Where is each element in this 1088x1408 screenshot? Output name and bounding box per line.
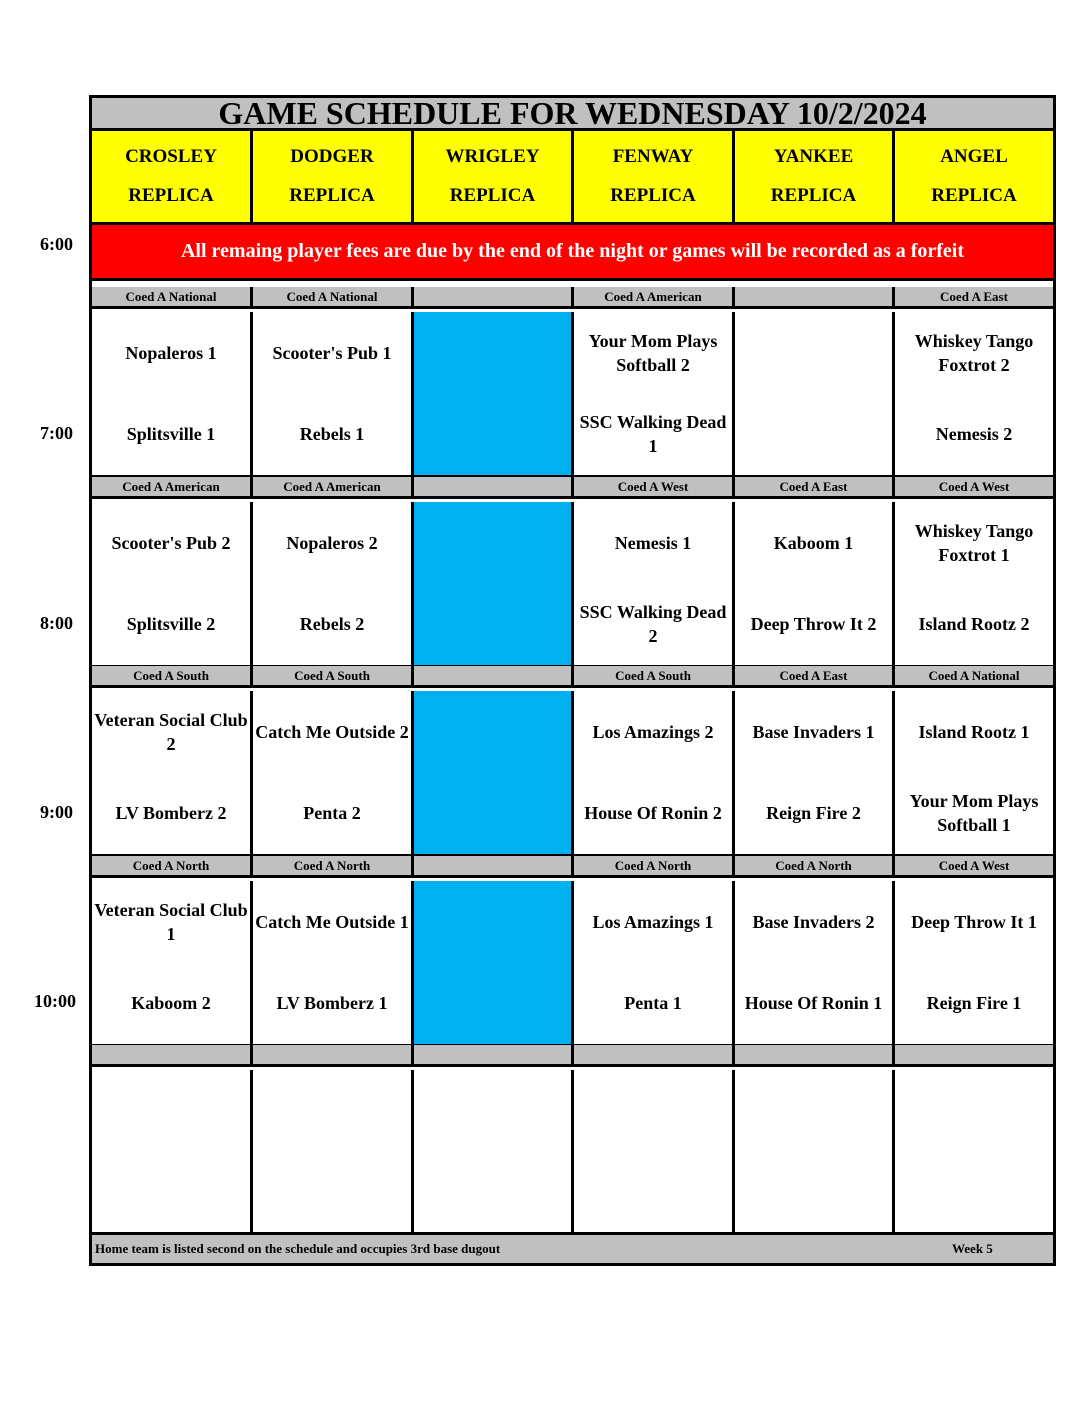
home-team-note: Home team is listed second on the schedule and occupies 3rd base dugout xyxy=(95,1241,501,1256)
away-team xyxy=(414,502,571,584)
time-label: 7:00 xyxy=(40,423,73,443)
division-row xyxy=(92,666,1053,688)
game-cell xyxy=(574,312,735,478)
field-name: DODGER xyxy=(290,145,374,167)
away-team xyxy=(414,691,571,773)
field-type: REPLICA xyxy=(770,185,857,207)
game-cell xyxy=(92,881,253,1047)
game-row xyxy=(92,881,1053,1047)
closed-field-cell xyxy=(414,881,574,1047)
division-label: Coed A National xyxy=(895,666,1053,688)
fee-notice: All remaing player fees are due by the end of the night or games will be recorded as a forfeit xyxy=(92,225,1053,281)
division-label: Coed A East xyxy=(735,666,895,688)
field-header-yankee xyxy=(735,131,895,225)
game-row xyxy=(92,1070,1053,1236)
game-row xyxy=(92,502,1053,668)
field-header-crosley xyxy=(92,131,253,225)
game-cell xyxy=(895,502,1053,668)
game-cell xyxy=(735,1070,895,1236)
away-team: Whiskey Tango Foxtrot 1 xyxy=(914,520,1034,565)
away-team xyxy=(414,1070,571,1152)
home-team: Your Mom Plays Softball 1 xyxy=(909,791,1039,836)
away-team: Nopaleros 2 xyxy=(286,532,378,553)
division-label: Coed A East xyxy=(895,287,1053,309)
time-label: 6:00 xyxy=(40,234,73,254)
away-team xyxy=(574,1070,732,1152)
game-cell xyxy=(895,881,1053,1047)
home-team: Rebels 2 xyxy=(299,614,365,635)
away-team: Catch Me Outside 2 xyxy=(255,721,409,742)
home-team: Nemesis 2 xyxy=(935,424,1013,445)
division-label: Coed A American xyxy=(92,477,253,499)
game-row xyxy=(92,312,1053,478)
away-team: Catch Me Outside 1 xyxy=(255,911,409,932)
home-team: LV Bomberz 1 xyxy=(276,993,388,1014)
division-label: Coed A West xyxy=(574,477,735,499)
time-label: 9:00 xyxy=(40,802,73,822)
division-label xyxy=(253,1045,414,1067)
field-type: REPLICA xyxy=(289,185,375,207)
division-label: Coed A American xyxy=(253,477,414,499)
field-name: WRIGLEY xyxy=(445,145,540,167)
schedule-footer xyxy=(92,1232,1053,1263)
game-cell xyxy=(574,502,735,668)
field-name: CROSLEY xyxy=(125,145,217,167)
away-team: Los Amazings 2 xyxy=(592,721,714,742)
division-label: Coed A North xyxy=(735,856,895,878)
game-cell xyxy=(253,1070,414,1236)
game-cell xyxy=(92,1070,253,1236)
game-cell xyxy=(895,691,1053,857)
game-cell xyxy=(414,1070,574,1236)
away-team: Base Invaders 2 xyxy=(752,911,875,932)
division-label: Coed A North xyxy=(574,856,735,878)
away-team: Deep Throw It 1 xyxy=(911,911,1037,932)
field-name: FENWAY xyxy=(612,145,694,167)
away-team: Your Mom Plays Softball 2 xyxy=(588,330,718,375)
field-header-wrigley xyxy=(414,131,574,225)
away-team xyxy=(735,312,892,394)
division-label xyxy=(414,287,574,309)
game-cell xyxy=(253,502,414,668)
game-cell xyxy=(895,312,1053,478)
field-name: YANKEE xyxy=(773,145,854,167)
game-row xyxy=(92,691,1053,857)
home-team: SSC Walking Dead 2 xyxy=(579,602,727,647)
division-label xyxy=(895,1045,1053,1067)
home-team xyxy=(574,1152,732,1234)
away-team xyxy=(414,881,571,963)
field-type: REPLICA xyxy=(931,185,1017,207)
field-header-fenway xyxy=(574,131,735,225)
home-team: House Of Ronin 1 xyxy=(744,993,883,1014)
field-type: REPLICA xyxy=(128,185,214,207)
game-cell xyxy=(253,691,414,857)
home-team: Island Rootz 2 xyxy=(918,614,1030,635)
time-label: 10:00 xyxy=(34,991,76,1011)
week-label: Week 5 xyxy=(952,1241,993,1256)
away-team xyxy=(895,1070,1053,1152)
home-team xyxy=(414,394,571,476)
away-team: Whiskey Tango Foxtrot 2 xyxy=(914,330,1034,375)
division-label xyxy=(414,666,574,688)
division-label: Coed A American xyxy=(574,287,735,309)
game-cell xyxy=(92,502,253,668)
home-team: Kaboom 2 xyxy=(131,993,211,1014)
home-team xyxy=(414,963,571,1045)
home-team xyxy=(414,1152,571,1234)
division-label: Coed A West xyxy=(895,477,1053,499)
away-team: Nemesis 1 xyxy=(614,532,692,553)
home-team: LV Bomberz 2 xyxy=(115,803,227,824)
home-team: Penta 2 xyxy=(303,803,361,824)
away-team: Island Rootz 1 xyxy=(918,721,1030,742)
away-team: Los Amazings 1 xyxy=(592,911,714,932)
home-team xyxy=(92,1152,250,1234)
home-team: SSC Walking Dead 1 xyxy=(579,412,727,457)
game-cell xyxy=(735,312,895,478)
division-label xyxy=(414,1045,574,1067)
field-type: REPLICA xyxy=(610,185,696,207)
away-team xyxy=(735,1070,892,1152)
home-team: Splitsville 1 xyxy=(126,424,216,445)
home-team: Splitsville 2 xyxy=(126,614,216,635)
field-header-angel xyxy=(895,131,1053,225)
home-team xyxy=(735,1152,892,1234)
game-cell xyxy=(92,312,253,478)
home-team xyxy=(735,394,892,476)
division-label xyxy=(574,1045,735,1067)
field-type: REPLICA xyxy=(449,185,536,207)
home-team: Reign Fire 2 xyxy=(766,803,861,824)
closed-field-cell xyxy=(414,502,574,668)
away-team xyxy=(253,1070,411,1152)
division-label xyxy=(414,477,574,499)
game-cell xyxy=(735,881,895,1047)
away-team: Scooter's Pub 1 xyxy=(272,342,392,363)
game-cell xyxy=(574,691,735,857)
division-label: Coed A South xyxy=(574,666,735,688)
field-header-dodger xyxy=(253,131,414,225)
game-cell xyxy=(895,1070,1053,1236)
home-team: Deep Throw It 2 xyxy=(750,614,877,635)
away-team: Scooter's Pub 2 xyxy=(111,532,231,553)
away-team: Base Invaders 1 xyxy=(752,721,875,742)
home-team xyxy=(414,773,571,855)
division-label: Coed A East xyxy=(735,477,895,499)
game-cell xyxy=(574,881,735,1047)
division-label: Coed A North xyxy=(92,856,253,878)
away-team: Kaboom 1 xyxy=(773,532,854,553)
schedule-title: GAME SCHEDULE FOR WEDNESDAY 10/2/2024 xyxy=(92,98,1053,131)
home-team xyxy=(895,1152,1053,1234)
home-team xyxy=(414,584,571,666)
game-cell xyxy=(574,1070,735,1236)
division-row xyxy=(92,1045,1053,1067)
home-team: Reign Fire 1 xyxy=(926,993,1022,1014)
away-team: Veteran Social Club 1 xyxy=(94,899,248,944)
division-label: Coed A South xyxy=(253,666,414,688)
game-cell xyxy=(735,502,895,668)
division-label xyxy=(92,1045,253,1067)
home-team: Rebels 1 xyxy=(299,424,365,445)
division-label xyxy=(735,287,895,309)
game-cell xyxy=(735,691,895,857)
division-label: Coed A North xyxy=(253,856,414,878)
away-team: Nopaleros 1 xyxy=(125,342,217,363)
division-label: Coed A National xyxy=(253,287,414,309)
closed-field-cell xyxy=(414,691,574,857)
away-team xyxy=(92,1070,250,1152)
division-label: Coed A West xyxy=(895,856,1053,878)
division-label: Coed A South xyxy=(92,666,253,688)
field-name: ANGEL xyxy=(940,145,1008,167)
home-team xyxy=(253,1152,411,1234)
closed-field-cell xyxy=(414,312,574,478)
away-team: Veteran Social Club 2 xyxy=(94,709,248,754)
game-cell xyxy=(92,691,253,857)
home-team: Penta 1 xyxy=(624,993,682,1014)
schedule-sheet xyxy=(89,95,1056,1266)
away-team xyxy=(414,312,571,394)
game-cell xyxy=(253,312,414,478)
field-header-row xyxy=(92,131,1053,225)
division-label xyxy=(414,856,574,878)
division-row xyxy=(92,287,1053,309)
time-label: 8:00 xyxy=(40,613,73,633)
home-team: House Of Ronin 2 xyxy=(584,803,722,824)
division-label xyxy=(735,1045,895,1067)
division-row xyxy=(92,856,1053,878)
division-row xyxy=(92,477,1053,499)
game-cell xyxy=(253,881,414,1047)
division-label: Coed A National xyxy=(92,287,253,309)
